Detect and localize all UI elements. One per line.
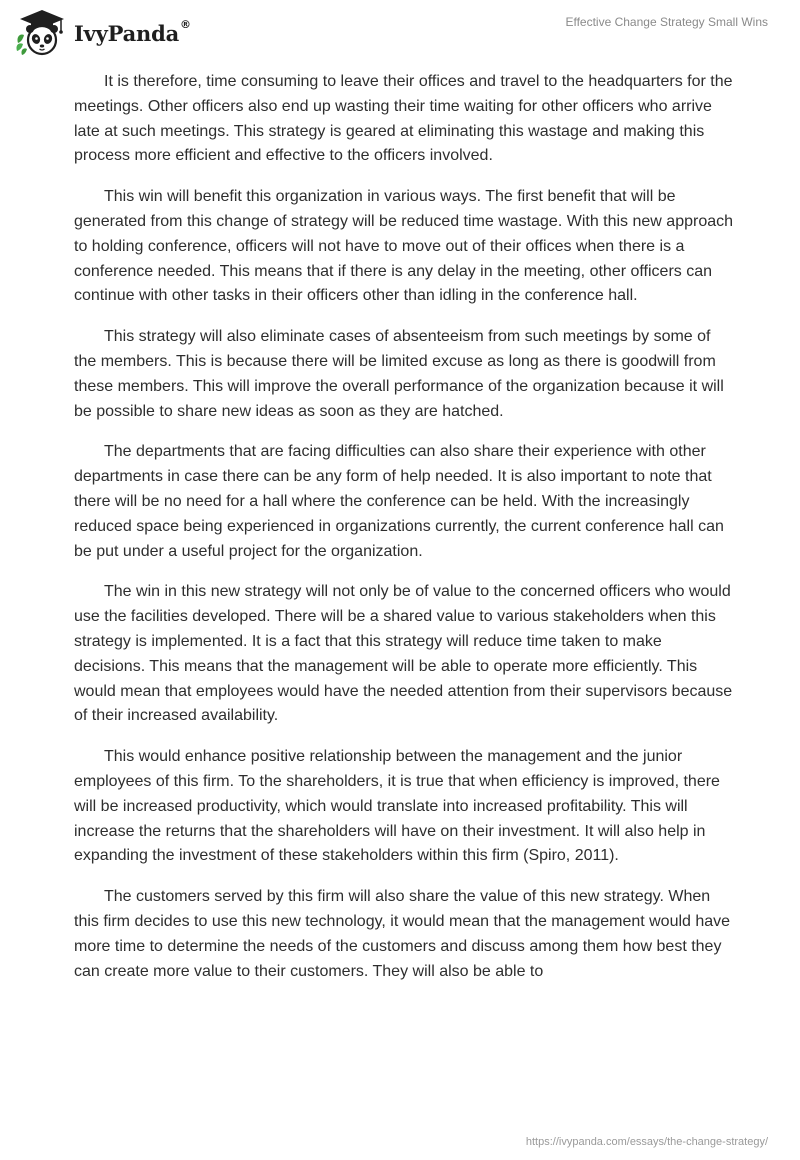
ivypanda-logo[interactable] xyxy=(14,7,191,57)
panda-graduation-cap-icon xyxy=(14,7,66,57)
source-url-link[interactable]: https://ivypanda.com/essays/the-change-strategy/ xyxy=(525,1136,768,1148)
paragraph-3: This strategy will also eliminate cases of absenteeism from such meetings by some of the members. This is because there will be limited excuse as long as there is goodwill from these members. This will improve the overall performance of the organization because it will be possible to share new ideas as soon as they are hatched. xyxy=(74,328,724,420)
paragraph-4: The departments that are facing difficulties can also share their experience with other departments in case there can be any form of help needed. It is also important to note that there will be no need for a hall where the conference can be held. With the increasingly reduced space being experienced in organizations currently, the current conference hall can be put under a useful project for the organization. xyxy=(74,443,724,560)
paragraph-1: It is therefore, time consuming to leave their offices and travel to the headquarters for the meetings. Other officers also end up wasting their time waiting for other officers who arrive late at such meetings. This strategy is geared at eliminating this wastage and making this process more efficient and effective to the officers involved. xyxy=(74,73,733,165)
brand-name xyxy=(74,17,191,46)
document-title: Effective Change Strategy Small Wins xyxy=(565,15,768,29)
essay-body xyxy=(74,70,734,1000)
paragraph-7: The customers served by this firm will also share the value of this new strategy. When this firm decides to use this new technology, it would mean that the management would have more time to determine the needs of the customers and discuss among them how best they can create more value to their customers. They will also be able to xyxy=(74,888,731,980)
page-header xyxy=(0,0,800,70)
paragraph-2: This win will benefit this organization in various ways. The first benefit that will be generated from this change of strategy will be reduced time wastage. With this new approach to holding conference, officers will not have to move out of their offices when there is a conference needed. This means that if there is any delay in the meeting, other officers can continue with other tasks in their officers other than idling in the conference hall. xyxy=(74,188,734,305)
brand-text: IvyPanda xyxy=(74,20,180,46)
paragraph-6: This would enhance positive relationship between the management and the junior employees of this firm. To the shareholders, it is true that when efficiency is improved, there will be increased productivity, which would translate into increased profitability. This will increase the returns that the shareholders will have on their investment. It will also help in expanding the investment of these stakeholders within this firm (Spiro, 2011). xyxy=(74,748,720,865)
registered-mark: ® xyxy=(180,17,191,31)
paragraph-5: The win in this new strategy will not only be of value to the concerned officers who would use the facilities developed. There will be a shared value to various stakeholders when this strategy is implemented. It is a fact that this strategy will reduce time taken to make decisions. This means that the management will be able to operate more efficiently. This would mean that employees would have the needed attention from their supervisors because of their increased availability. xyxy=(74,583,733,725)
